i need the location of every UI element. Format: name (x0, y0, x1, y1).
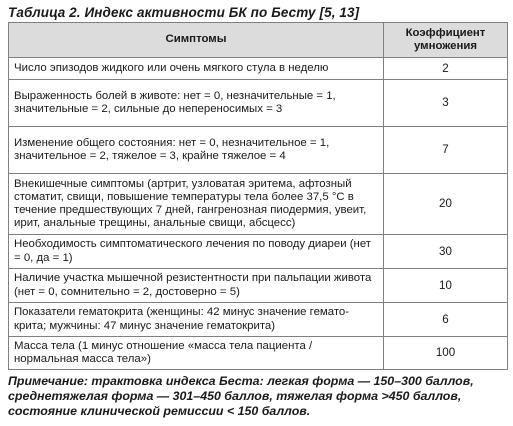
coefficient-cell: 20 (384, 174, 508, 235)
coefficient-cell: 10 (384, 269, 508, 303)
symptom-cell: Изменение общего состояния: нет = 0, незначительное = 1, значительное = 2, тяжелое = 3, крайне тяжелое = 4 (9, 127, 384, 174)
coefficient-cell: 100 (384, 337, 508, 370)
symptom-cell: Необходимость симптоматического лечения по поводу диареи (нет = 0, да = 1) (9, 235, 384, 269)
table-row (9, 269, 508, 303)
coefficient-cell: 30 (384, 235, 508, 269)
coefficient-cell: 2 (384, 58, 508, 80)
coefficient-cell: 6 (384, 303, 508, 337)
header-coefficient: Коэффициент умножения (384, 23, 508, 58)
symptom-cell: Выраженность болей в животе: нет = 0, незначительные = 1, значительные = 2, сильные до непереносимых = 3 (9, 80, 384, 127)
table-row (9, 174, 508, 235)
symptom-cell: Внекишечные симптомы (артрит, узловатая эритема, афтозный стоматит, свищи, повышение температуры тела более 37,5 °С в течение предшествующих 7 дней, гангренозная пиодермия, увеит, ирит, анальные трещины, анальные свищи, абсцесс) (9, 174, 384, 235)
table-row (9, 127, 508, 174)
header-symptoms: Симптомы (9, 23, 384, 58)
symptom-cell: Показатели гематокрита (женщины: 42 минус значение гемато-крита; мужчины: 47 минус значение гематокрита) (9, 303, 384, 337)
table-row (9, 80, 508, 127)
coefficient-cell: 7 (384, 127, 508, 174)
symptom-cell: Масса тела (1 минус отношение «масса тела пациента / нормальная масса тела») (9, 337, 384, 370)
symptom-cell: Наличие участка мышечной резистентности при пальпации живота (нет = 0, сомнительно = 2, достоверно = 5) (9, 269, 384, 303)
table-row (9, 58, 508, 80)
table-row (9, 337, 508, 370)
coefficient-cell: 3 (384, 80, 508, 127)
document (8, 0, 507, 426)
table-header-row (9, 23, 508, 58)
table-row (9, 235, 508, 269)
best-index-table (8, 22, 508, 370)
table-note: Примечание: трактовка индекса Беста: легкая форма — 150–300 баллов, среднетяжелая форма — 301–450 баллов, тяжелая форма >450 баллов, состояние клинической ремиссии < 150 баллов. (8, 374, 474, 418)
table-title: Таблица 2. Индекс активности БК по Бесту [5, 13] (8, 5, 360, 20)
table-row (9, 303, 508, 337)
symptom-cell: Число эпизодов жидкого или очень мягкого стула в неделю (9, 58, 384, 80)
